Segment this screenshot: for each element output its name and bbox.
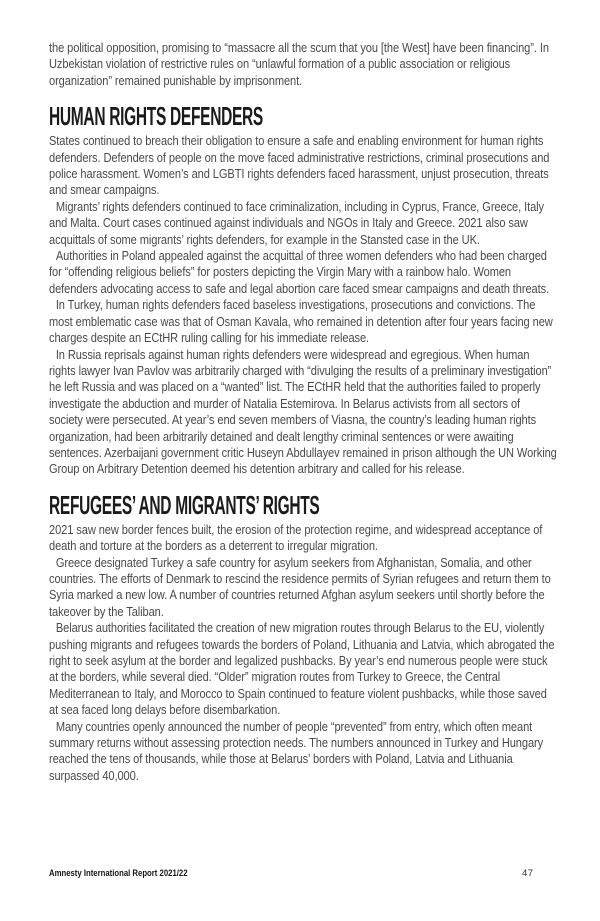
footer-page-number: 47 xyxy=(522,868,534,879)
intro-paragraph: the political opposition, promising to “massacre all the scum that you [the West] have been financing”. In Uzbekistan violation of restrictive rules on “unlawful formation of a public association or religious organization” remained punishable by imprisonment. xyxy=(49,40,549,88)
section-heading-text: REFUGEES’ AND MIGRANTS’ RIGHTS xyxy=(49,489,320,520)
body-paragraph: Greece designated Turkey a safe country for asylum seekers from Afghanistan, Somalia, and other countries. The efforts of Denmark to rescind the residence permits of Syrian refugees and return them to Syria marked a new low. A number of countries returned Afghan asylum seekers until shortly before the takeover by the Taliban. xyxy=(49,554,551,619)
body-paragraph: Belarus authorities facilitated the creation of new migration routes through Belarus to the EU, violently pushing migrants and refugees towards the borders of Poland, Lithuania and Latvia, which abrogated the right to seek asylum at the border and legalized pushbacks. By year’s end numerous people were stuck at the borders, while several died. “Older” migration routes from Turkey to Greece, the Central Mediterranean to Italy, and Morocco to Spain continued to feature violent pushbacks, while those saved at sea faced long delays before disembarkation. xyxy=(49,620,555,718)
body-paragraph: Many countries openly announced the number of people “prevented” from entry, which often meant summary returns without assessing protection needs. The numbers announced in Turkey and Hungary reached the tens of thousands, while those at Belarus’ borders with Poland, Latvia and Lithuania surpassed 40,000. xyxy=(49,718,544,783)
body-paragraph: Migrants’ rights defenders continued to face criminalization, including in Cyprus, France, Greece, Italy and Malta. Court cases continued against individuals and NGOs in Italy and Greece. 2021 also saw acquittals of some migrants’ rights defenders, for example in the Stansted case in the UK. xyxy=(49,198,544,247)
body-paragraph: In Turkey, human rights defenders faced baseless investigations, prosecutions and convictions. The most emblematic case was that of Osman Kavala, who remained in detention after four years facing new charges despite an ECtHR ruling calling for his immediate release. xyxy=(49,297,553,346)
section-heading-human-rights-defenders xyxy=(49,101,557,132)
section-heading-text: HUMAN RIGHTS DEFENDERS xyxy=(49,101,263,132)
body-paragraph: 2021 saw new border fences built, the erosion of the protection regime, and widespread acceptance of death and torture at the borders as a deterrent to irregular migration. xyxy=(49,521,543,554)
body-paragraph: States continued to breach their obligation to ensure a safe and enabling environment for human rights defenders. Defenders of people on the move faced administrative restrictions, criminal prosecutions and police harassment. Women’s and LGBTI rights defenders faced harassment, unjust prosecution, threats and smear campaigns. xyxy=(49,133,550,198)
text-block xyxy=(49,40,557,784)
section-heading-refugees-and-migrants-rights xyxy=(49,489,557,520)
body-paragraph: In Russia reprisals against human rights defenders were widespread and egregious. When human rights lawyer Ivan Pavlov was arbitrarily charged with “divulging the results of a preliminary investigation” he left Russia and was placed on a “wanted” list. The ECtHR held that the authorities failed to properly investigate the abduction and murder of Natalia Estemirova. In Belarus activists from all sectors of society were persecuted. At year’s end seven members of Viasna, the country’s leading human rights organization, had been arbitrarily detained and dealt lengthy criminal sentences or were awaiting sentences. Azerbaijani government critic Huseyn Abdullayev remained in prison although the UN Working Group on Arbitrary Detention deemed his detention arbitrary and called for his release. xyxy=(49,346,557,477)
footer-report-title: Amnesty International Report 2021/22 xyxy=(49,868,188,878)
body-paragraph: Authorities in Poland appealed against the acquittal of three women defenders who had been charged for “offending religious beliefs” for posters depicting the Virgin Mary with a rainbow halo. Women defenders advocating access to safe and legal abortion care faced smear campaigns and death threats. xyxy=(49,248,550,296)
content-column xyxy=(49,40,559,784)
